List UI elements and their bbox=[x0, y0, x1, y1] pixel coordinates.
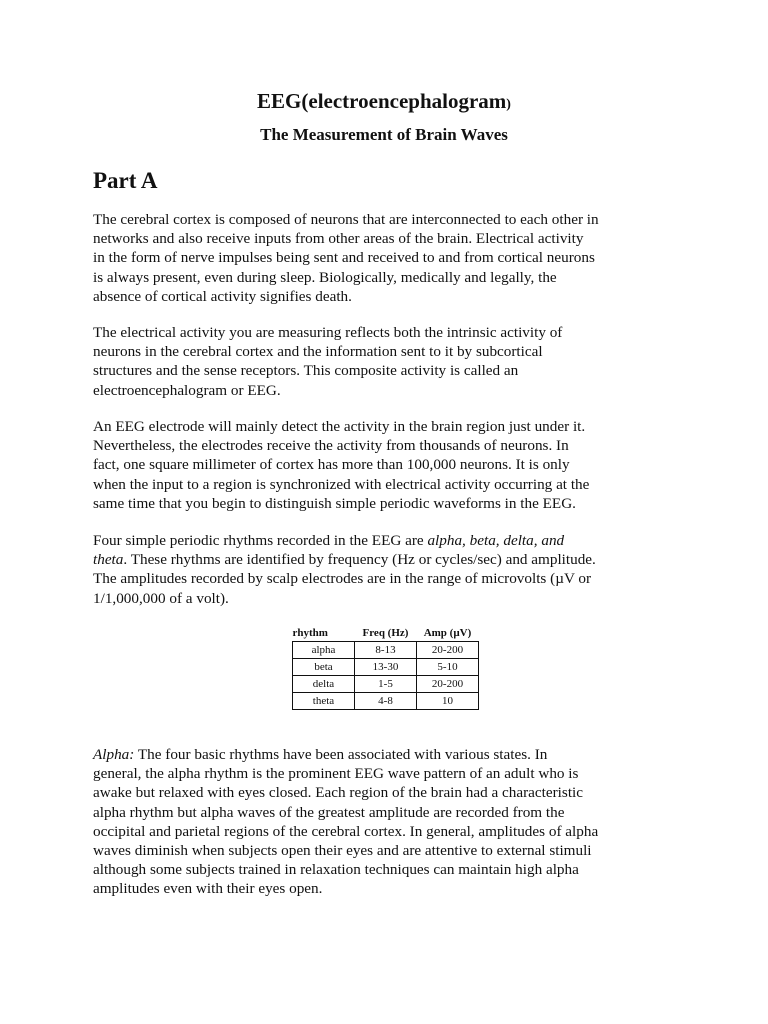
table-row bbox=[293, 659, 479, 676]
table-header-row bbox=[293, 625, 479, 642]
table-cell-rhythm: theta bbox=[293, 693, 355, 710]
rhythms-description-text: . These rhythms are identified by frequency (Hz or cycles/sec) and amplitude. The amplitudes recorded by scalp electrodes are in the range of microvolts (µV or 1/1,000,000 of a volt). bbox=[93, 551, 596, 607]
table-cell-freq: 4-8 bbox=[355, 693, 417, 710]
title-paren: ) bbox=[506, 97, 511, 112]
paragraph-eeg-electrode: An EEG electrode will mainly detect the activity in the brain region just under it. Nevertheless, the electrodes receive the activity from thousands of neurons. In fact, one square millimeter of cortex has more than 100,000 neurons. It is only when the input to a region is synchronized with electrical activity occurring at the same time that you begin to distinguish simple periodic waveforms in the EEG. bbox=[93, 418, 590, 512]
table-cell-amp: 5-10 bbox=[417, 659, 479, 676]
paragraph-cerebral-cortex: The cerebral cortex is composed of neurons that are interconnected to each other in networks and also receive inputs from other areas of the brain. Electrical activity in the form of nerve impulses being sent and received to and from cortical neurons is always present, even during sleep. Biologically, medically and legally, the absence of cortical activity signifies death. bbox=[93, 211, 599, 305]
table-cell-rhythm: beta bbox=[293, 659, 355, 676]
alpha-label: Alpha: bbox=[93, 746, 135, 763]
table-row bbox=[293, 676, 479, 693]
rhythms-italic-names: alpha, beta, delta, and theta bbox=[93, 532, 565, 569]
document-title bbox=[0, 88, 768, 118]
paragraph-periodic-rhythms bbox=[93, 531, 683, 608]
table-cell-rhythm: delta bbox=[293, 676, 355, 693]
table-header-freq: Freq (Hz) bbox=[362, 627, 409, 639]
table-cell-freq: 8-13 bbox=[355, 642, 417, 659]
paragraph-electrical-activity: The electrical activity you are measuring reflects both the intrinsic activity of neurons in the cerebral cortex and the information sent to it by subcortical structures and the sense receptors. This composite activity is called an electroencephalogram or EEG. bbox=[93, 324, 563, 399]
title-text: EEG(electroencephalogram bbox=[257, 89, 507, 113]
table-row bbox=[293, 693, 479, 710]
table-cell-amp: 20-200 bbox=[417, 676, 479, 693]
table-row bbox=[293, 642, 479, 659]
table-cell-amp: 10 bbox=[417, 693, 479, 710]
table-cell-amp: 20-200 bbox=[417, 642, 479, 659]
part-heading: Part A bbox=[93, 168, 158, 193]
document-subtitle: The Measurement of Brain Waves bbox=[260, 125, 508, 144]
paragraph-alpha bbox=[93, 745, 683, 899]
table-header-amp: Amp (µV) bbox=[423, 627, 472, 639]
rhythms-intro-text: Four simple periodic rhythms recorded in the EEG are bbox=[93, 532, 428, 549]
table-cell-freq: 1-5 bbox=[355, 676, 417, 693]
rhythm-table bbox=[292, 625, 479, 710]
table-header-rhythm: rhythm bbox=[292, 627, 328, 639]
table-cell-rhythm: alpha bbox=[293, 642, 355, 659]
alpha-text: The four basic rhythms have been associated with various states. In general, the alpha rhythm is the prominent EEG wave pattern of an adult who is awake but relaxed with eyes closed. Each region of the brain had a characteristic alpha rhythm but alpha waves of the greatest amplitude are recorded from the occipital and parietal regions of the cerebral cortex. In general, amplitudes of alpha waves diminish when subjects open their eyes and are attentive to external stimuli although some subjects trained in relaxation techniques can maintain high alpha amplitudes even with their eyes open. bbox=[93, 746, 599, 898]
table-cell-freq: 13-30 bbox=[355, 659, 417, 676]
